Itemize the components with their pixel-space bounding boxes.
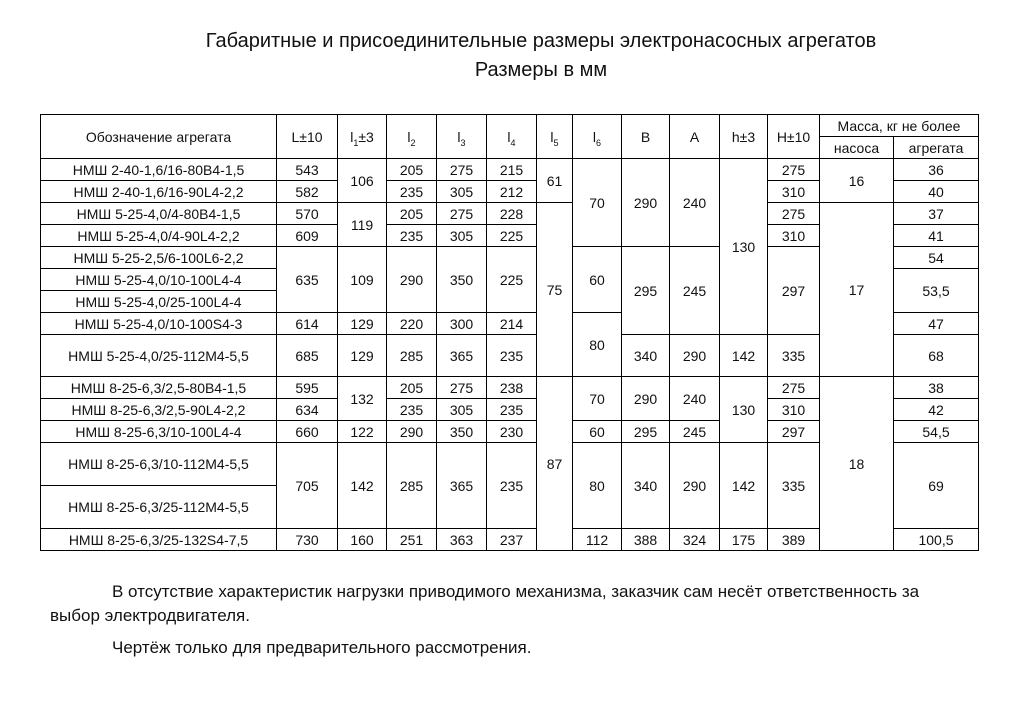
cell-l3: 275 (437, 377, 487, 399)
cell-l6: 70 (573, 159, 622, 247)
cell-l3: 305 (437, 181, 487, 203)
header-l4: $l_4$ (487, 115, 537, 159)
cell-l4: 235 (487, 335, 537, 377)
cell-mass-unit: 53,5 (894, 269, 979, 313)
cell-designation: НМШ 5-25-4,0/10-100L4-4 (41, 269, 277, 291)
header-mass-pump: насоса (820, 137, 894, 159)
cell-l2: 220 (387, 313, 437, 335)
header-H: H±10 (768, 115, 820, 159)
cell-l6: 60 (573, 421, 622, 443)
cell-l4: 230 (487, 421, 537, 443)
cell-designation: НМШ 5-25-4,0/25-112М4-5,5 (41, 335, 277, 377)
cell-designation: НМШ 5-25-4,0/10-100S4-3 (41, 313, 277, 335)
cell-l6: 112 (573, 529, 622, 551)
cell-designation: НМШ 2-40-1,6/16-90L4-2,2 (41, 181, 277, 203)
cell-l4: 214 (487, 313, 537, 335)
cell-l5: 87 (537, 377, 573, 551)
cell-l3: 350 (437, 421, 487, 443)
cell-l6: 80 (573, 313, 622, 377)
cell-l6: 70 (573, 377, 622, 421)
notes (50, 580, 950, 660)
cell-designation: НМШ 8-25-6,3/25-112М4-5,5 (41, 486, 277, 529)
cell-h: 130 (720, 159, 768, 335)
cell-mass-unit: 42 (894, 399, 979, 421)
cell-mass-unit: 36 (894, 159, 979, 181)
cell-l4: 235 (487, 399, 537, 421)
cell-designation: НМШ 8-25-6,3/25-132S4-7,5 (41, 529, 277, 551)
cell-h: 142 (720, 443, 768, 529)
cell-L: 614 (277, 313, 338, 335)
cell-B: 340 (622, 443, 670, 529)
cell-B: 290 (622, 377, 670, 421)
cell-l2: 285 (387, 443, 437, 529)
cell-l3: 275 (437, 159, 487, 181)
cell-mass-unit: 37 (894, 203, 979, 225)
cell-B: 295 (622, 247, 670, 335)
cell-H: 310 (768, 399, 820, 421)
cell-l1: 142 (338, 443, 387, 529)
cell-l1: 109 (338, 247, 387, 313)
cell-l2: 235 (387, 399, 437, 421)
cell-l4: 215 (487, 159, 537, 181)
cell-H: 389 (768, 529, 820, 551)
cell-A: 290 (670, 335, 720, 377)
cell-l2: 285 (387, 335, 437, 377)
cell-H: 297 (768, 247, 820, 335)
cell-l5: 61 (537, 159, 573, 203)
page-title: Габаритные и присоединительные размеры электронасосных агрегатов (205, 30, 877, 52)
cell-mass-unit: 69 (894, 443, 979, 529)
cell-l2: 205 (387, 203, 437, 225)
cell-H: 310 (768, 225, 820, 247)
cell-l1: 160 (338, 529, 387, 551)
cell-designation: НМШ 2-40-1,6/16-80В4-1,5 (41, 159, 277, 181)
cell-L: 730 (277, 529, 338, 551)
cell-mass-unit: 54,5 (894, 421, 979, 443)
header-l3: $l_3$ (437, 115, 487, 159)
cell-L: 660 (277, 421, 338, 443)
table-row (41, 203, 979, 225)
header-l6: $l_6$ (573, 115, 622, 159)
cell-L: 635 (277, 247, 338, 313)
cell-L: 570 (277, 203, 338, 225)
cell-mass-unit: 38 (894, 377, 979, 399)
cell-mass-unit: 68 (894, 335, 979, 377)
cell-l2: 205 (387, 159, 437, 181)
cell-l4: 225 (487, 225, 537, 247)
cell-L: 543 (277, 159, 338, 181)
cell-l3: 275 (437, 203, 487, 225)
cell-h: 130 (720, 377, 768, 443)
cell-H: 275 (768, 159, 820, 181)
cell-designation: НМШ 8-25-6,3/10-100L4-4 (41, 421, 277, 443)
cell-mass-pump: 16 (820, 159, 894, 203)
cell-l3: 350 (437, 247, 487, 313)
cell-l1: 106 (338, 159, 387, 203)
cell-l4: 225 (487, 247, 537, 313)
cell-H: 335 (768, 443, 820, 529)
cell-designation: НМШ 8-25-6,3/10-112М4-5,5 (41, 443, 277, 486)
note-preliminary: Чертёж только для предварительного рассмотрения. (112, 638, 532, 657)
cell-designation: НМШ 8-25-6,3/2,5-80В4-1,5 (41, 377, 277, 399)
header-l5: $l_5$ (537, 115, 573, 159)
cell-l2: 235 (387, 225, 437, 247)
cell-H: 297 (768, 421, 820, 443)
cell-l1: 119 (338, 203, 387, 247)
header-mass-unit: агрегата (894, 137, 979, 159)
cell-H: 310 (768, 181, 820, 203)
header-l1: $l_1\pm 3$ (338, 115, 387, 159)
cell-l3: 365 (437, 335, 487, 377)
cell-l5: 75 (537, 203, 573, 377)
header-A: A (670, 115, 720, 159)
cell-L: 705 (277, 443, 338, 529)
cell-A: 324 (670, 529, 720, 551)
cell-h: 142 (720, 335, 768, 377)
cell-L: 595 (277, 377, 338, 399)
cell-H: 335 (768, 335, 820, 377)
cell-B: 340 (622, 335, 670, 377)
cell-A: 245 (670, 421, 720, 443)
cell-mass-unit: 100,5 (894, 529, 979, 551)
cell-l6: 60 (573, 247, 622, 313)
cell-H: 275 (768, 203, 820, 225)
cell-l1: 122 (338, 421, 387, 443)
cell-designation: НМШ 5-25-4,0/25-100L4-4 (41, 291, 277, 313)
cell-mass-unit: 47 (894, 313, 979, 335)
cell-H: 275 (768, 377, 820, 399)
cell-L: 685 (277, 335, 338, 377)
cell-l3: 365 (437, 443, 487, 529)
header-B: B (622, 115, 670, 159)
cell-A: 240 (670, 159, 720, 247)
cell-B: 295 (622, 421, 670, 443)
cell-l2: 205 (387, 377, 437, 399)
cell-l6: 80 (573, 443, 622, 529)
header-h: h±3 (720, 115, 768, 159)
cell-designation: НМШ 5-25-4,0/4-80В4-1,5 (41, 203, 277, 225)
table-row (41, 377, 979, 399)
page-subtitle: Размеры в мм (474, 59, 608, 81)
cell-l4: 235 (487, 443, 537, 529)
cell-designation: НМШ 5-25-2,5/6-100L6-2,2 (41, 247, 277, 269)
header-designation: Обозначение агрегата (41, 115, 277, 159)
cell-A: 240 (670, 377, 720, 421)
cell-L: 582 (277, 181, 338, 203)
cell-l3: 305 (437, 399, 487, 421)
cell-designation: НМШ 5-25-4,0/4-90L4-2,2 (41, 225, 277, 247)
cell-l1: 132 (338, 377, 387, 421)
header-L: L±10 (277, 115, 338, 159)
cell-mass-unit: 40 (894, 181, 979, 203)
cell-l2: 251 (387, 529, 437, 551)
table-row (41, 159, 979, 181)
cell-h: 175 (720, 529, 768, 551)
cell-L: 609 (277, 225, 338, 247)
cell-l4: 237 (487, 529, 537, 551)
note-responsibility: В отсутствие характеристик нагрузки приводимого механизма, заказчик сам несёт ответственность за выбор электродвигателя. (50, 582, 920, 625)
cell-l4: 212 (487, 181, 537, 203)
cell-l3: 300 (437, 313, 487, 335)
cell-B: 290 (622, 159, 670, 247)
cell-mass-pump: 18 (820, 377, 894, 551)
cell-mass-unit: 54 (894, 247, 979, 269)
cell-l2: 290 (387, 421, 437, 443)
dimensions-table (40, 114, 979, 551)
cell-l4: 238 (487, 377, 537, 399)
cell-L: 634 (277, 399, 338, 421)
cell-l2: 235 (387, 181, 437, 203)
cell-l1: 129 (338, 313, 387, 335)
cell-A: 290 (670, 443, 720, 529)
cell-l3: 363 (437, 529, 487, 551)
cell-l2: 290 (387, 247, 437, 313)
header-l2: $l_2$ (387, 115, 437, 159)
cell-mass-pump: 17 (820, 203, 894, 377)
header-mass: Масса, кг не более (820, 115, 979, 137)
cell-l4: 228 (487, 203, 537, 225)
cell-designation: НМШ 8-25-6,3/2,5-90L4-2,2 (41, 399, 277, 421)
cell-mass-unit: 41 (894, 225, 979, 247)
cell-l3: 305 (437, 225, 487, 247)
cell-A: 245 (670, 247, 720, 335)
cell-l1: 129 (338, 335, 387, 377)
cell-B: 388 (622, 529, 670, 551)
